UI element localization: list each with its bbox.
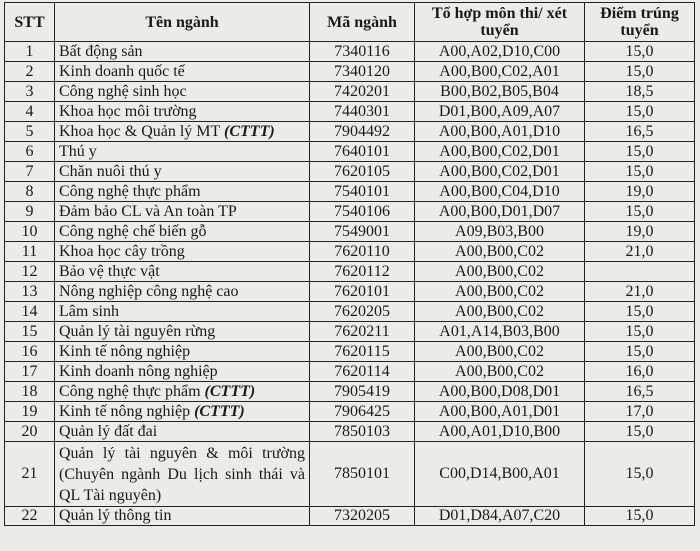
header-score: Điểm trúng tuyển (585, 3, 695, 42)
cell-combo: A00,B00,C02 (415, 362, 585, 382)
cell-code: 7905419 (310, 382, 415, 402)
cell-name-text: Công nghệ chế biến gỗ (59, 222, 207, 240)
cell-name (55, 342, 310, 362)
table-row (5, 182, 695, 202)
cell-score: 15,0 (585, 322, 695, 342)
cell-combo: A09,B03,B00 (415, 222, 585, 242)
cell-score: 19,0 (585, 222, 695, 242)
table-row (5, 102, 695, 122)
cell-name-text: Công nghệ sinh học (59, 82, 187, 100)
cell-name (55, 122, 310, 142)
cell-stt: 20 (5, 422, 55, 442)
header-combo: Tổ hợp môn thi/ xét tuyển (415, 3, 585, 42)
cell-code: 7850101 (310, 442, 415, 507)
cell-combo: A00,B00,C02,D01 (415, 162, 585, 182)
cell-name (55, 382, 310, 402)
cell-stt: 17 (5, 362, 55, 382)
cell-stt: 18 (5, 382, 55, 402)
cell-stt: 5 (5, 122, 55, 142)
admission-scores-table (4, 2, 695, 526)
cell-stt: 22 (5, 507, 55, 526)
cell-stt: 7 (5, 162, 55, 182)
table-row (5, 342, 695, 362)
cell-score: 15,0 (585, 422, 695, 442)
cell-name-text: Kinh doanh nông nghiệp (59, 362, 218, 380)
cell-name (55, 322, 310, 342)
cell-score: 19,0 (585, 182, 695, 202)
header-stt: STT (5, 3, 55, 42)
cell-score (585, 262, 695, 282)
cell-score: 16,5 (585, 122, 695, 142)
cell-code: 7549001 (310, 222, 415, 242)
cell-stt: 6 (5, 142, 55, 162)
cell-combo: A00,B00,C02,D01 (415, 142, 585, 162)
cell-code: 7540106 (310, 202, 415, 222)
cell-code: 7620101 (310, 282, 415, 302)
cell-name (55, 42, 310, 62)
table-row (5, 507, 695, 526)
cell-code: 7620110 (310, 242, 415, 262)
cell-name-text: Khoa học môi trường (59, 102, 197, 120)
table-row (5, 122, 695, 142)
cell-stt: 14 (5, 302, 55, 322)
table-row (5, 142, 695, 162)
cell-name-suffix: (CTTT) (194, 402, 245, 420)
cell-score: 15,0 (585, 142, 695, 162)
cell-code: 7540101 (310, 182, 415, 202)
cell-combo: A00,A01,D10,B00 (415, 422, 585, 442)
cell-name-text: Quản lý thông tin (59, 507, 172, 524)
cell-code: 7620112 (310, 262, 415, 282)
cell-name-suffix: (CTTT) (204, 382, 256, 400)
cell-combo: D01,B00,A09,A07 (415, 102, 585, 122)
cell-score: 21,0 (585, 282, 695, 302)
cell-score: 17,0 (585, 402, 695, 422)
table-row (5, 162, 695, 182)
cell-score: 16,0 (585, 362, 695, 382)
cell-stt: 21 (5, 442, 55, 507)
cell-stt: 9 (5, 202, 55, 222)
cell-combo: A00,B00,C02 (415, 342, 585, 362)
cell-name-text: Công nghệ thực phẩm (59, 382, 205, 400)
cell-combo: B00,B02,B05,B04 (415, 82, 585, 102)
cell-stt: 1 (5, 42, 55, 62)
cell-score: 15,0 (585, 62, 695, 82)
cell-name (55, 402, 310, 422)
table-row (5, 302, 695, 322)
cell-name-text: Quản lý tài nguyên & môi trường (Chuyên ngành Du lịch sinh thái và QL Tài nguyên) (59, 444, 305, 504)
cell-name-text: Quản lý tài nguyên rừng (59, 322, 216, 340)
cell-name (55, 202, 310, 222)
table-row (5, 42, 695, 62)
table-row (5, 242, 695, 262)
cell-code: 7906425 (310, 402, 415, 422)
cell-name-text: Nông nghiệp công nghệ cao (59, 282, 239, 300)
cell-score: 15,0 (585, 42, 695, 62)
cell-name (55, 222, 310, 242)
cell-code: 7620205 (310, 302, 415, 322)
header-name: Tên ngành (55, 3, 310, 42)
cell-code: 7640101 (310, 142, 415, 162)
cell-combo: A00,B00,C02 (415, 302, 585, 322)
table-body (5, 42, 695, 526)
cell-combo: A01,A14,B03,B00 (415, 322, 585, 342)
cell-stt: 15 (5, 322, 55, 342)
cell-name-text: Kinh tế nông nghiệp (59, 342, 191, 360)
table-row (5, 62, 695, 82)
cell-score: 15,0 (585, 342, 695, 362)
cell-name (55, 282, 310, 302)
cell-stt: 16 (5, 342, 55, 362)
cell-name-text: Chăn nuôi thú y (59, 162, 162, 180)
cell-name-text: Khoa học & Quản lý MT (59, 122, 225, 140)
cell-combo: A00,B00,C02 (415, 242, 585, 262)
table-row (5, 82, 695, 102)
cell-name-text: Quản lý đất đai (59, 422, 158, 440)
cell-code: 7320205 (310, 507, 415, 526)
cell-stt: 2 (5, 62, 55, 82)
cell-score: 15,0 (585, 102, 695, 122)
cell-name-text: Công nghệ thực phẩm (59, 182, 201, 200)
cell-score: 21,0 (585, 242, 695, 262)
table-row (5, 362, 695, 382)
cell-name (55, 507, 310, 526)
cell-name-text: Kinh doanh quốc tế (59, 62, 185, 80)
cell-code: 7620105 (310, 162, 415, 182)
cell-score: 15,0 (585, 507, 695, 526)
cell-name (55, 442, 310, 507)
cell-stt: 3 (5, 82, 55, 102)
cell-combo: A00,A02,D10,C00 (415, 42, 585, 62)
cell-name-text: Khoa học cây trồng (59, 242, 185, 260)
cell-stt: 4 (5, 102, 55, 122)
cell-combo: A00,B00,C04,D10 (415, 182, 585, 202)
cell-name (55, 422, 310, 442)
cell-stt: 12 (5, 262, 55, 282)
cell-stt: 11 (5, 242, 55, 262)
cell-combo: A00,B00,D08,D01 (415, 382, 585, 402)
cell-stt: 8 (5, 182, 55, 202)
table-row (5, 402, 695, 422)
cell-stt: 10 (5, 222, 55, 242)
header-code: Mã ngành (310, 3, 415, 42)
table-header-row (5, 3, 695, 42)
cell-stt: 13 (5, 282, 55, 302)
cell-combo: A00,B00,C02 (415, 282, 585, 302)
cell-combo: C00,D14,B00,A01 (415, 442, 585, 507)
cell-name (55, 182, 310, 202)
cell-combo: A00,B00,C02 (415, 262, 585, 282)
cell-name (55, 362, 310, 382)
cell-name-text: Bất động sản (59, 42, 143, 60)
cell-code: 7340120 (310, 62, 415, 82)
table-row (5, 382, 695, 402)
cell-score: 16,5 (585, 382, 695, 402)
cell-name (55, 142, 310, 162)
cell-name-text: Lâm sinh (59, 302, 119, 320)
cell-combo: A00,B00,D01,D07 (415, 202, 585, 222)
cell-code: 7904492 (310, 122, 415, 142)
cell-stt: 19 (5, 402, 55, 422)
cell-combo: A00,B00,A01,D01 (415, 402, 585, 422)
cell-name-text: Thú y (59, 142, 97, 160)
cell-code: 7620211 (310, 322, 415, 342)
cell-name-text: Đảm bảo CL và An toàn TP (59, 202, 237, 220)
table-row (5, 442, 695, 507)
cell-code: 7850103 (310, 422, 415, 442)
cell-combo: D01,D84,A07,C20 (415, 507, 585, 526)
table-row (5, 222, 695, 242)
cell-name (55, 162, 310, 182)
table-row (5, 202, 695, 222)
cell-code: 7620115 (310, 342, 415, 362)
table-row (5, 262, 695, 282)
cell-code: 7620114 (310, 362, 415, 382)
cell-name (55, 302, 310, 322)
cell-combo: A00,B00,C02,A01 (415, 62, 585, 82)
cell-code: 7420201 (310, 82, 415, 102)
cell-code: 7440301 (310, 102, 415, 122)
cell-score: 15,0 (585, 162, 695, 182)
cell-name (55, 102, 310, 122)
cell-score: 18,5 (585, 82, 695, 102)
cell-name (55, 242, 310, 262)
cell-name-suffix: (CTTT) (224, 122, 275, 140)
cell-name (55, 62, 310, 82)
cell-combo: A00,B00,A01,D10 (415, 122, 585, 142)
cell-score: 15,0 (585, 302, 695, 322)
cell-code: 7340116 (310, 42, 415, 62)
table-row (5, 322, 695, 342)
cell-score: 15,0 (585, 202, 695, 222)
table-row (5, 282, 695, 302)
cell-name (55, 262, 310, 282)
cell-name-text: Bảo vệ thực vật (59, 262, 160, 280)
cell-name-text: Kinh tế nông nghiệp (59, 402, 195, 420)
table-row (5, 422, 695, 442)
cell-name (55, 82, 310, 102)
cell-score: 15,0 (585, 442, 695, 507)
